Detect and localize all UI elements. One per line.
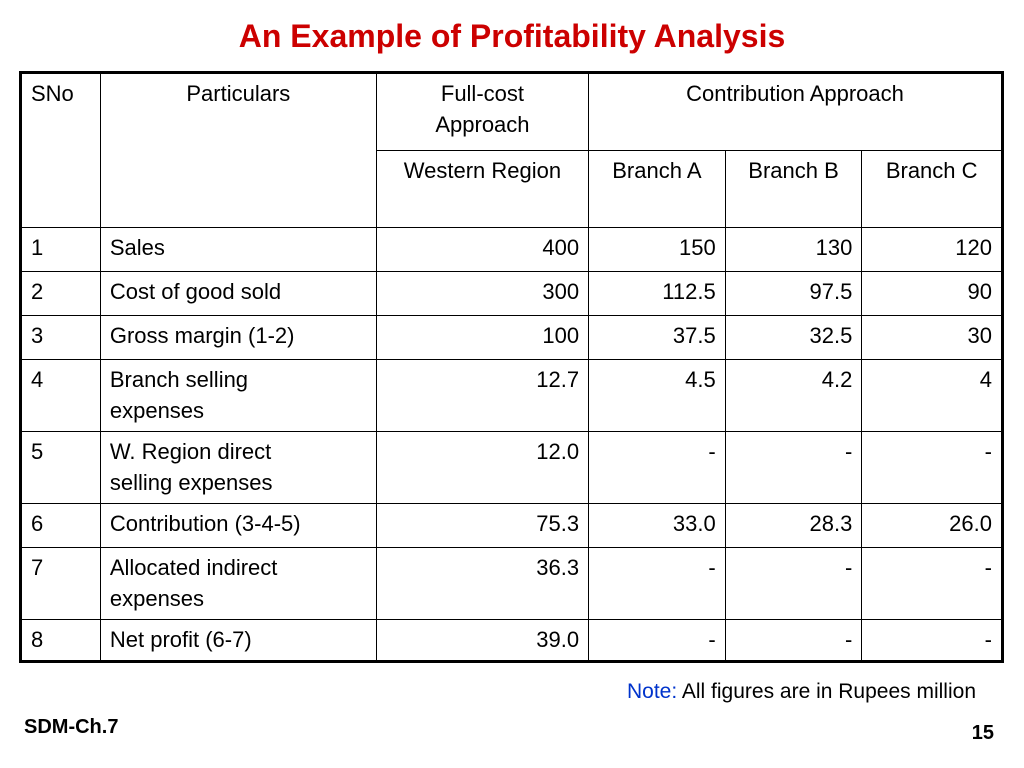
table-row — [21, 360, 1003, 432]
header-branch-a: Branch A — [589, 151, 726, 228]
profitability-table — [19, 71, 1004, 663]
header-full-cost-line1: Full-cost — [440, 81, 524, 106]
row-branch-a: 33.0 — [589, 504, 726, 548]
row-particular: Net profit (6-7) — [100, 620, 376, 662]
row-branch-b: 130 — [725, 228, 862, 272]
footer-chapter: SDM-Ch.7 — [24, 716, 119, 738]
table-row — [21, 548, 1003, 620]
row-branch-a: - — [589, 432, 726, 504]
row-branch-c: 26.0 — [862, 504, 1003, 548]
row-branch-c: 120 — [862, 228, 1003, 272]
table-row — [21, 432, 1003, 504]
row-sno: 7 — [21, 548, 101, 620]
row-branch-b: - — [725, 548, 862, 620]
row-branch-c: - — [862, 548, 1003, 620]
row-branch-a: 4.5 — [589, 360, 726, 432]
row-branch-a: - — [589, 620, 726, 662]
row-western: 12.0 — [376, 432, 588, 504]
row-branch-a: 112.5 — [589, 272, 726, 316]
row-western: 12.7 — [376, 360, 588, 432]
header-branch-c: Branch C — [862, 151, 1003, 228]
row-particular — [100, 432, 376, 504]
page-number: 15 — [971, 722, 994, 744]
header-western-region: Western Region — [376, 151, 588, 228]
row-western: 75.3 — [376, 504, 588, 548]
row-sno: 2 — [21, 272, 101, 316]
row-sno: 6 — [21, 504, 101, 548]
header-sno: SNo — [21, 73, 101, 228]
row-particular: Gross margin (1-2) — [100, 316, 376, 360]
row-particular: Contribution (3-4-5) — [100, 504, 376, 548]
row-branch-c: - — [862, 432, 1003, 504]
row-particular: Cost of good sold — [100, 272, 376, 316]
header-particulars: Particulars — [100, 73, 376, 228]
row-sno: 8 — [21, 620, 101, 662]
table-row — [21, 316, 1003, 360]
header-full-cost — [376, 73, 588, 151]
row-particular-line1: Allocated indirect — [109, 555, 278, 580]
row-particular-line1: W. Region direct — [109, 439, 272, 464]
row-particular — [100, 548, 376, 620]
row-branch-c: 4 — [862, 360, 1003, 432]
row-particular: Sales — [100, 228, 376, 272]
note-text: All figures are in Rupees million — [681, 680, 976, 703]
row-branch-b: 97.5 — [725, 272, 862, 316]
row-western: 36.3 — [376, 548, 588, 620]
row-branch-c: 90 — [862, 272, 1003, 316]
row-sno: 3 — [21, 316, 101, 360]
row-sno: 5 — [21, 432, 101, 504]
row-branch-b: - — [725, 620, 862, 662]
row-particular-line2: expenses — [109, 586, 205, 611]
header-branch-b: Branch B — [725, 151, 862, 228]
row-branch-a: - — [589, 548, 726, 620]
row-branch-a: 150 — [589, 228, 726, 272]
row-branch-c: - — [862, 620, 1003, 662]
slide-title: An Example of Profitability Analysis — [238, 18, 786, 54]
note-label: Note: — [626, 680, 678, 703]
row-branch-b: 28.3 — [725, 504, 862, 548]
table-row — [21, 504, 1003, 548]
header-row-1 — [21, 73, 1003, 151]
table-row — [21, 620, 1003, 662]
header-full-cost-line2: Approach — [435, 112, 530, 137]
row-sno: 4 — [21, 360, 101, 432]
note — [627, 680, 976, 704]
row-western: 300 — [376, 272, 588, 316]
row-western: 100 — [376, 316, 588, 360]
row-branch-b: 4.2 — [725, 360, 862, 432]
row-particular-line2: selling expenses — [109, 470, 273, 495]
row-branch-c: 30 — [862, 316, 1003, 360]
row-western: 39.0 — [376, 620, 588, 662]
row-branch-b: 32.5 — [725, 316, 862, 360]
header-contribution: Contribution Approach — [589, 73, 1003, 151]
row-particular-line2: expenses — [109, 398, 205, 423]
row-western: 400 — [376, 228, 588, 272]
table-row — [21, 272, 1003, 316]
row-branch-a: 37.5 — [589, 316, 726, 360]
table-row — [21, 228, 1003, 272]
row-particular — [100, 360, 376, 432]
row-branch-b: - — [725, 432, 862, 504]
row-sno: 1 — [21, 228, 101, 272]
row-particular-line1: Branch selling — [109, 367, 249, 392]
